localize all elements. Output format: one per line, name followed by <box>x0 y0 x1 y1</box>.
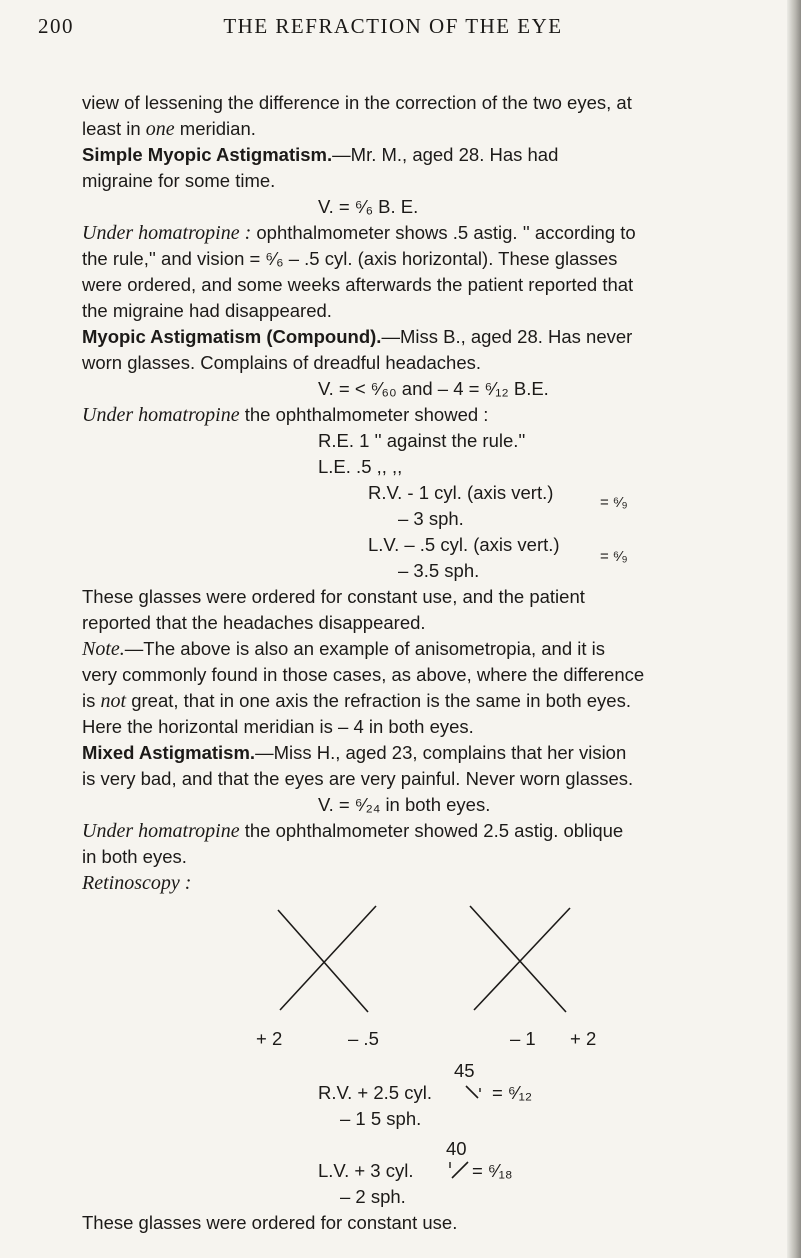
retinoscopy-cross-right <box>456 900 584 1018</box>
rx-lv-axis: 40 <box>446 1138 467 1159</box>
retinoscopy-cross-left <box>264 900 392 1018</box>
text-line: in both eyes. <box>82 846 187 867</box>
text-line <box>82 688 772 714</box>
page-edge <box>787 0 801 1258</box>
emphasis: not <box>100 690 127 712</box>
rx-rv-cyl: R.V. - 1 cyl. (axis vert.) <box>368 482 554 503</box>
case-heading-rest: —Miss B., aged 28. Has never <box>381 326 633 347</box>
retino-left-label-2: – .5 <box>348 1028 379 1049</box>
text-line <box>82 402 772 428</box>
text-line: These glasses were ordered for constant use. <box>82 1212 458 1233</box>
text-rest: great, that in one axis the refraction is the same in both eyes. <box>131 690 631 711</box>
retinoscopy-label: Retinoscopy : <box>82 872 192 894</box>
text-line <box>82 636 772 662</box>
text-line <box>82 220 772 246</box>
note-label: Note. <box>82 638 125 660</box>
rx-rv-result: = ⁶⁄₁₂ <box>492 1082 533 1103</box>
rx-lv-brace: = ⁶⁄₉ <box>600 548 628 565</box>
text-line: These glasses were ordered for constant use, and the patient <box>82 586 585 607</box>
vision-line: V. = ⁶⁄₂₄ in both eyes. <box>318 794 491 815</box>
retino-left-label-1: + 2 <box>256 1028 283 1049</box>
text-rest: is <box>82 690 101 711</box>
case-heading-rest: —Mr. M., aged 28. Has had <box>332 144 559 165</box>
drug-name: Under homatropine <box>82 820 240 842</box>
vision-line: V. = < ⁶⁄₆₀ and – 4 = ⁶⁄₁₂ B.E. <box>318 378 549 399</box>
retinoscopy-label-line <box>82 870 772 896</box>
rx-lv-result: = ⁶⁄₁₈ <box>472 1160 513 1181</box>
oblique-axis-icon <box>464 1082 484 1102</box>
oblique-axis-icon <box>446 1160 472 1182</box>
case-heading-line <box>82 740 772 766</box>
case-heading: Simple Myopic Astigmatism. <box>82 144 333 165</box>
page-number: 200 <box>38 14 74 38</box>
retino-right-label-2: + 2 <box>570 1028 597 1049</box>
text-line: Here the horizontal meridian is – 4 in both eyes. <box>82 716 474 737</box>
rx-rv-axis: 45 <box>454 1060 475 1081</box>
rx-rv-brace: = ⁶⁄₉ <box>600 494 628 511</box>
rx-rv-sph: – 1 5 sph. <box>340 1108 422 1129</box>
drug-name: Under homatropine : <box>82 222 252 244</box>
text-line: least in one meridian. <box>82 118 256 140</box>
ophthalmometer-le: L.E. .5 ,, ,, <box>318 456 403 477</box>
running-header <box>38 14 748 44</box>
text-line: migraine for some time. <box>82 170 276 191</box>
text-rest: —The above is also an example of anisometropia, and it is <box>124 638 606 659</box>
text-line: reported that the headaches disappeared. <box>82 612 426 633</box>
text-line: view of lessening the difference in the correction of the two eyes, at <box>82 92 632 113</box>
drug-name: Under homatropine <box>82 404 240 426</box>
case-heading-line <box>82 324 772 350</box>
text-rest: the ophthalmometer showed 2.5 astig. oblique <box>244 820 624 841</box>
vision-line: V. = ⁶⁄₆ B. E. <box>318 196 419 217</box>
ophthalmometer-re: R.E. 1 '' against the rule.'' <box>318 430 526 451</box>
text-line: were ordered, and some weeks afterwards the patient reported that <box>82 274 634 295</box>
rx-lv-cyl: L.V. – .5 cyl. (axis vert.) <box>368 534 560 555</box>
case-heading-line <box>82 142 772 168</box>
case-heading: Mixed Astigmatism. <box>82 742 256 763</box>
text-line: very commonly found in those cases, as above, where the difference <box>82 664 645 685</box>
rx-lv-sph: – 2 sph. <box>340 1186 406 1207</box>
text-line: worn glasses. Complains of dreadful headaches. <box>82 352 482 373</box>
text-line: is very bad, and that the eyes are very painful. Never worn glasses. <box>82 768 634 789</box>
rx-rv-sph: – 3 sph. <box>398 508 464 529</box>
text-line <box>82 818 772 844</box>
page-title: THE REFRACTION OF THE EYE <box>223 14 563 38</box>
rx-rv-line: R.V. + 2.5 cyl. <box>318 1082 432 1103</box>
text-line: the migraine had disappeared. <box>82 300 332 321</box>
text-rest: the ophthalmometer showed : <box>239 404 489 425</box>
case-heading: Myopic Astigmatism (Compound). <box>82 326 382 347</box>
text-line: the rule,'' and vision = ⁶⁄₆ – .5 cyl. (axis horizontal). These glasses <box>82 248 618 269</box>
rx-lv-line: L.V. + 3 cyl. <box>318 1160 414 1181</box>
rx-lv-sph: – 3.5 sph. <box>398 560 480 581</box>
text-rest: ophthalmometer shows .5 astig. '' according to <box>251 222 636 243</box>
retino-right-label-1: – 1 <box>510 1028 536 1049</box>
case-heading-rest: —Miss H., aged 23, complains that her vision <box>255 742 627 763</box>
